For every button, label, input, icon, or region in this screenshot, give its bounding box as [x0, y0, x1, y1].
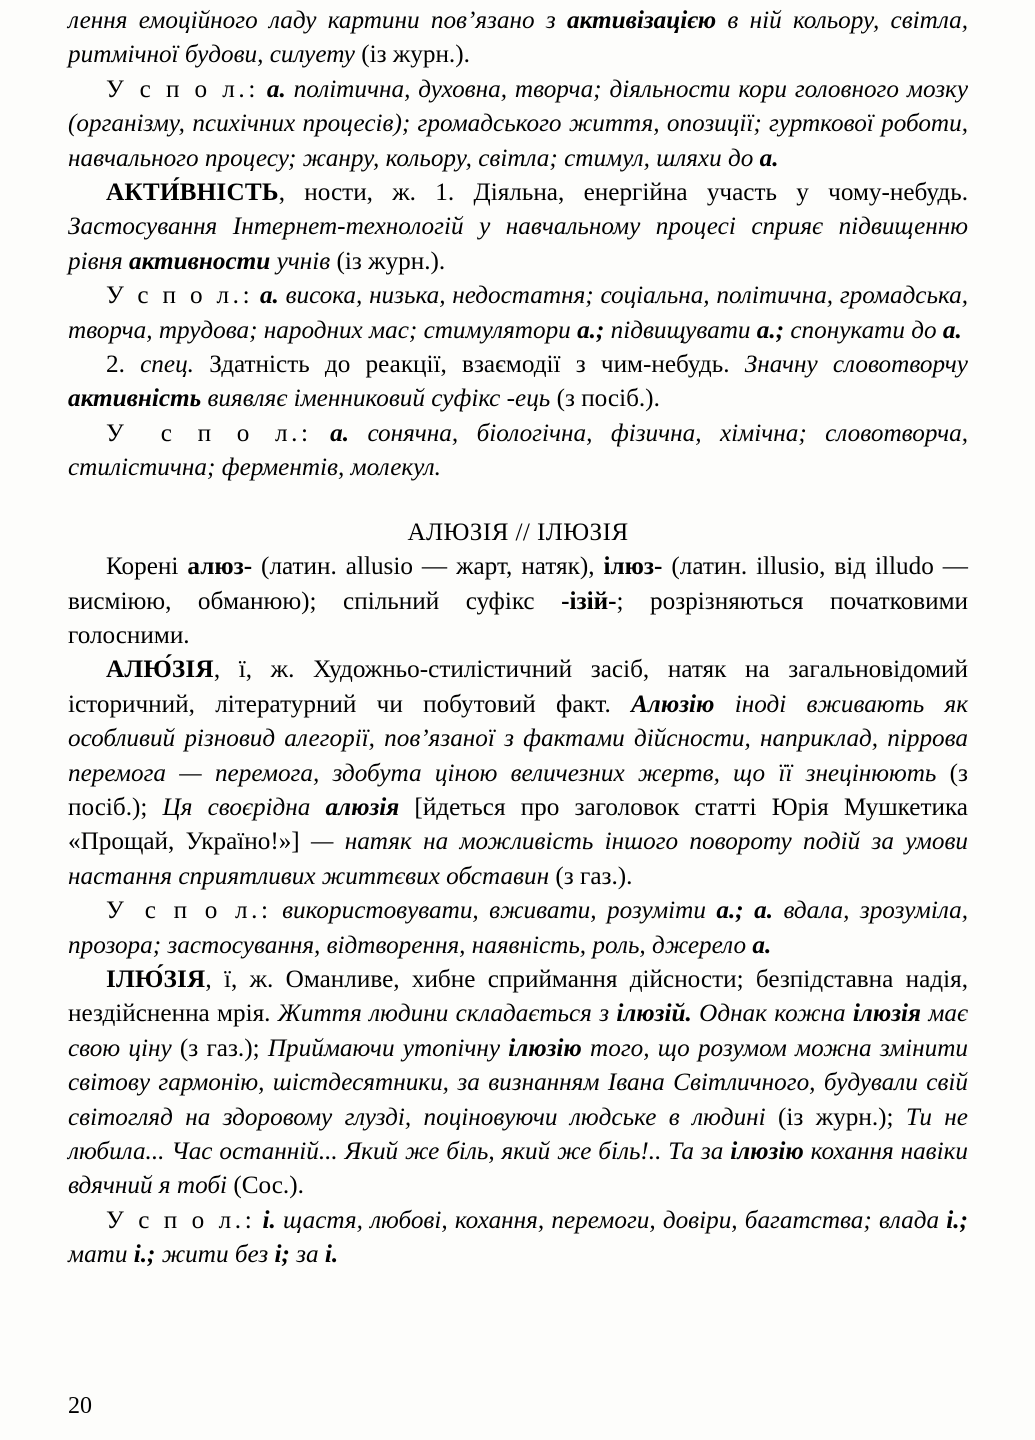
collocations-label: с п о л.: — [138, 1206, 256, 1234]
paragraph-entry-aktyvnist — [68, 176, 968, 279]
grammar-and-definition: , ї, ж. Художньо-стилістичний засіб, натяк на загальновідомий історичний, літературний чи побутовий факт. — [68, 656, 968, 718]
lemma-abbrev: а. — [266, 75, 286, 103]
lemma-abbrev: активности — [129, 247, 271, 275]
example-text: має свою ціну — [68, 1000, 969, 1062]
example-text: Значну словотворчу — [744, 351, 968, 379]
lemma-abbrev: ілюзія — [852, 1000, 922, 1028]
paragraph-aktyvizatsiia-continuation — [68, 4, 968, 73]
collocations-label-lead: У — [106, 419, 124, 447]
headword-iliuziia: ІЛЮ́ЗІЯ — [106, 965, 206, 993]
example-text: іноді вживають як особливий різновид алегорії, пов’язаної з фактами дійсности, наприклад, піррова перемога — перемога, здобута ціною величезних жертв, що її знецінюють — [68, 690, 968, 787]
example-text: Приймаючи утопічну — [267, 1034, 509, 1062]
example-text: — натяк на можливість іншого повороту подій за умови настання сприятливих життєвих обставин — [68, 828, 968, 890]
note-text: (латин. allusio — жарт, натяк), — [252, 553, 604, 581]
lemma-abbrev: і.; — [946, 1206, 968, 1234]
example-text: лення емоційного ладу картини пов’язано з — [68, 7, 567, 34]
collocation-list — [744, 897, 754, 924]
collocations-label-lead: У — [106, 282, 124, 310]
example-text: в ній кольору, світла, ритмічної будови, силуету — [68, 7, 969, 69]
source-citation: (з газ.). — [555, 862, 633, 890]
lemma-abbrev: активізацією — [566, 7, 717, 34]
example-text: виявляє іменниковий суфікс -ець — [201, 385, 557, 413]
example-text: Ти не любила... Час останній... Який же біль, який же біль!.. Та за — [68, 1103, 968, 1165]
source-citation: (з посіб.); — [68, 759, 968, 821]
lemma-abbrev: ілюзій. — [616, 1000, 692, 1028]
lemma-abbrev: а. — [330, 419, 349, 447]
editorial-note: [йдеться про заголовок статті Юрія Мушкетика «Прощай, Україно!»] — [68, 793, 968, 856]
source-citation: (з газ.); — [179, 1034, 268, 1062]
section-title: АЛЮЗІЯ // ІЛЮЗІЯ — [407, 518, 629, 546]
collocation-list: висока, низька, недостатня; соціальна, політична, громадська, творча, трудова; народних мас; стимулятори — [68, 282, 968, 344]
paragraph-aktyvizatsiia-collocations — [68, 73, 968, 176]
note-text: Корені — [106, 553, 188, 581]
collocation-list: політична, духовна, творча; діяльности кори головного мозку (організму, психічних процесів); громадського життя, опозиції; гурткової роботи, навчального процесу; жанру, кольору, світла; стимул, шляхи до — [68, 75, 968, 172]
grammar-and-definition: , ности, ж. 1. Діяльна, енергійна участь у чому-небудь. — [278, 179, 968, 207]
lemma-abbrev: а. — [259, 282, 279, 310]
collocation-list: підвищувати — [604, 316, 757, 344]
paragraph-iliuziia-collocations — [68, 1204, 968, 1273]
example-text: Однак кожна — [691, 1000, 853, 1028]
lemma-abbrev: а. — [759, 144, 779, 172]
paragraph-entry-iliuziia — [68, 963, 968, 1204]
collocations-label-lead: У — [106, 897, 124, 925]
lemma-abbrev: а.; — [716, 897, 744, 925]
collocations-label-lead: У — [106, 75, 124, 103]
collocation-list: використовувати, вживати, розуміти — [282, 897, 717, 925]
collocations-label: с п о л.: — [144, 897, 272, 925]
page-number: 20 — [68, 1393, 92, 1419]
lemma-abbrev: а. — [752, 931, 772, 959]
collocation-list: щастя, любові, кохання, перемоги, довіри, багатства; влада — [275, 1206, 947, 1234]
root-morpheme-iliuz: ілюз- — [603, 553, 663, 581]
collocations-label: с п о л.: — [160, 419, 312, 447]
lemma-abbrev: а. — [754, 897, 773, 925]
source-citation: (із журн.); — [778, 1103, 906, 1131]
collocation-list: за — [289, 1241, 325, 1269]
lemma-abbrev: і. — [324, 1241, 339, 1269]
collocation-list: жити без — [155, 1241, 275, 1269]
paragraph-aktyvnist-collocations-2 — [68, 417, 968, 486]
definition-text: Здатність до реакції, взаємодії з чим-небудь. — [193, 351, 745, 379]
lemma-abbrev: Алюзію — [631, 690, 715, 718]
register-label: спец. — [140, 351, 194, 379]
lemma-abbrev: і; — [274, 1241, 290, 1269]
example-text: Життя людини складається з — [277, 1000, 617, 1028]
collocation-list: спонукати до — [784, 316, 943, 344]
sense-number: 2. — [106, 351, 141, 379]
lemma-abbrev: ілюзію — [508, 1034, 582, 1062]
collocation-list: мати — [68, 1241, 134, 1269]
note-text: (латин. illusio, від illudo — висміюю, обманюю); спільний суфікс — [68, 553, 968, 615]
collocation-list: вдала, зрозуміла, прозора; застосування, відтворення, наявність, роль, джерело — [68, 897, 969, 959]
example-text: Ця своєрідна — [162, 793, 326, 821]
paragraph-aktyvnist-sense-2 — [68, 348, 968, 417]
lemma-abbrev: алюзія — [325, 793, 400, 821]
collocation-list: сонячна, біологічна, фізична, хімічна; словотворча, стилістична; ферментів, молекул. — [68, 419, 968, 482]
example-text: Застосування Інтернет-технологій у навчальному процесі сприяє підвищенню рівня — [68, 213, 968, 275]
lemma-abbrev: а.; — [577, 316, 605, 344]
lemma-abbrev: і. — [262, 1206, 276, 1234]
source-citation: (із журн.). — [336, 247, 446, 275]
suffix-morpheme: -ізій- — [561, 587, 617, 615]
section-spacer — [68, 486, 968, 516]
paragraph-roots-note — [68, 550, 968, 653]
example-text: того, що розумом можна змінити світову гармонію, шістдесятники, за визнанням Івана Світличного, будували свій світогляд на здоровому глузді, поціновуючи людське в людині — [68, 1034, 968, 1131]
paragraph-aktyvnist-collocations-1 — [68, 279, 968, 348]
paragraph-aliuziia-collocations — [68, 894, 968, 963]
headword-aliuziia: АЛЮ́ЗІЯ — [106, 656, 214, 684]
headword-aktyvnist: АКТИ́ВНІСТЬ — [106, 179, 279, 207]
example-text: кохання навіки вдячний я тобі — [68, 1138, 968, 1200]
collocations-label: с п о л.: — [137, 282, 254, 310]
example-text: учнів — [270, 247, 337, 275]
lemma-abbrev: і.; — [133, 1241, 156, 1269]
lemma-abbrev: ілюзію — [730, 1138, 804, 1165]
root-morpheme-aliuz: алюз- — [187, 553, 253, 581]
lemma-abbrev: а.; — [756, 316, 785, 344]
source-citation: (з посіб.). — [556, 385, 660, 413]
paragraph-entry-aliuziia — [68, 653, 968, 894]
source-citation: (Сос.). — [233, 1172, 304, 1200]
collocations-label-lead: У — [106, 1206, 124, 1234]
grammar-and-definition: , ї, ж. Оманливе, хибне сприймання дійсности; безпідставна надія, нездійсненна мрія. — [68, 965, 968, 1028]
note-text: ; розрізняються початковими голосними. — [68, 587, 968, 649]
lemma-abbrev: а. — [942, 316, 962, 344]
lemma-abbrev: активність — [68, 385, 202, 413]
collocations-label: с п о л.: — [139, 75, 259, 103]
source-citation: (із журн.). — [361, 41, 470, 69]
text-column — [68, 4, 968, 1273]
